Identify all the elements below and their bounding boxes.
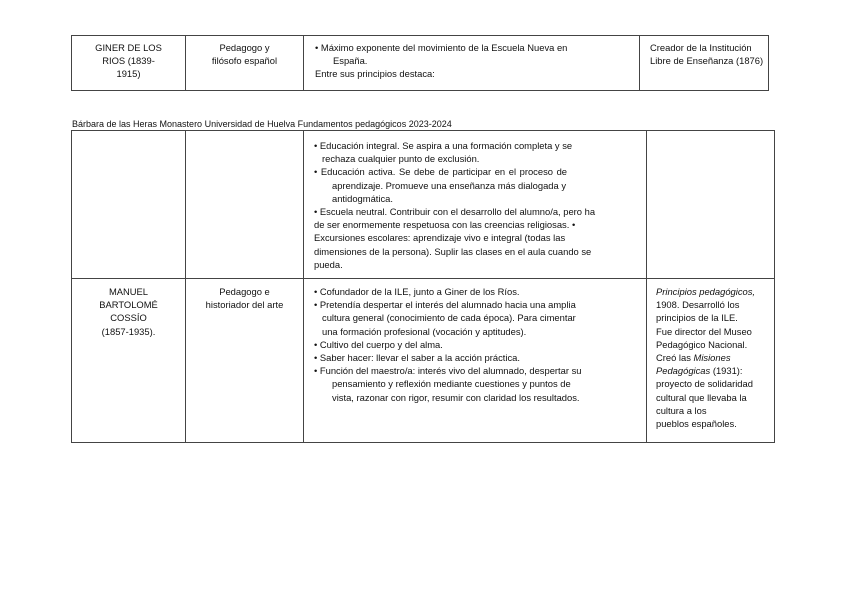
works-italic-title: Pedagógicas [656, 365, 711, 377]
principles-cell-giner [304, 36, 640, 91]
works-italic-title: Misiones [693, 352, 731, 364]
works-text: Creó las [656, 352, 694, 364]
works-text: (1931): [710, 365, 743, 377]
list-item-line: cultura general (conocimiento de cada época). Para cimentar [322, 312, 576, 324]
list-item-line: de ser enormemente respetuosa con las creencias religiosas. • [314, 219, 576, 231]
list-item-line: pensamiento y reflexión mediante cuestiones y puntos de [332, 378, 571, 390]
name-line: GINER DE LOS [95, 42, 162, 53]
works-line: cultura a los [656, 404, 707, 416]
list-item: • Cultivo del cuerpo y del alma. [314, 338, 443, 350]
name-line: MANUEL [108, 286, 149, 297]
works-cell-empty [647, 131, 775, 279]
table-row-giner [72, 36, 769, 91]
name-cell-empty [72, 131, 186, 279]
table-top [71, 35, 769, 91]
works-line: Creador de la Institución [650, 42, 752, 53]
list-item-line: antidogmática. [332, 192, 393, 204]
table-row-giner-continued [72, 131, 775, 279]
role-line: Pedagogo e [219, 286, 270, 297]
list-item: • Saber hacer: llevar el saber a la acción práctica. [314, 352, 520, 364]
name-line: COSSÍO [110, 312, 147, 324]
list-item-line: • Función del maestro/a: interés vivo del alumnado, despertar su [314, 365, 582, 377]
name-line: BARTOLOMÉ [99, 299, 158, 311]
works-line: Pedagógico Nacional. [656, 338, 748, 350]
list-item-line: pueda. [314, 258, 343, 270]
works-line [656, 351, 774, 364]
list-item [314, 165, 638, 205]
role-cell-empty [186, 131, 304, 279]
works-line: cultural que llevaba la [656, 391, 747, 403]
works-cell-giner [640, 36, 769, 91]
page-caption: Bárbara de las Heras Monastero Universidad de Huelva Fundamentos pedagógicos 2023-2024 [72, 119, 452, 129]
list-item-line: vista, razonar con rigor, resumir con claridad los resultados. [332, 391, 580, 403]
name-line: RIOS (1839- [102, 55, 155, 67]
name-cell-cossio [72, 279, 186, 443]
name-cell-giner [72, 36, 186, 91]
list-item-line: • Escuela neutral. Contribuir con el desarrollo del alumno/a, pero ha [314, 206, 596, 218]
role-line: historiador del arte [205, 299, 284, 311]
name-line: 1915) [116, 68, 141, 80]
role-line: Pedagogo y [219, 42, 270, 53]
works-line: pueblos españoles. [656, 418, 737, 430]
list-item-line: dimensiones de la persona). Suplir las clases en el aula cuando se [314, 245, 592, 257]
list-item [314, 364, 638, 404]
list-item-line: • Educación integral. Se aspira a una formación completa y se [314, 140, 573, 151]
list-item: • Cofundador de la ILE, junto a Giner de los Ríos. [314, 286, 520, 297]
table-main [71, 130, 775, 443]
role-cell-cossio [186, 279, 304, 443]
principles-line: • Máximo exponente del movimiento de la Escuela Nueva en [315, 42, 568, 53]
principles-line: Entre sus principios destaca: [315, 68, 435, 80]
works-line: Libre de Enseñanza (1876) [650, 55, 764, 67]
list-item-line: una formación profesional (vocación y aptitudes). [322, 325, 527, 337]
name-line: (1857-1935). [101, 325, 156, 337]
works-line [656, 364, 774, 377]
works-line: principios de la ILE. [656, 312, 738, 324]
principles-cell-cossio [304, 279, 647, 443]
principles-cell-giner-continued [304, 131, 647, 279]
table-row-cossio [72, 279, 775, 443]
works-line: proyecto de solidaridad [656, 378, 753, 390]
works-line: 1908. Desarrolló los [656, 299, 740, 311]
list-item-line: • Pretendía despertar el interés del alumnado hacia una amplia [314, 299, 576, 311]
works-line: Principios pedagógicos, [656, 286, 756, 297]
list-item [314, 205, 638, 271]
principles-line: España. [333, 55, 368, 67]
works-line: Fue director del Museo [656, 325, 752, 337]
list-item-line: • Educación activa. Se debe de participar en el proceso de [314, 166, 568, 178]
list-item [314, 298, 638, 338]
role-cell-giner [186, 36, 304, 91]
list-item [314, 139, 638, 165]
list-item-line: aprendizaje. Promueve una enseñanza más dialogada y [332, 179, 567, 191]
works-cell-cossio [647, 279, 775, 443]
list-item-line: rechaza cualquier punto de exclusión. [322, 153, 480, 165]
role-line: filósofo español [211, 55, 278, 67]
list-item-line: Excursiones escolares: aprendizaje vivo e integral (todas las [314, 232, 566, 244]
